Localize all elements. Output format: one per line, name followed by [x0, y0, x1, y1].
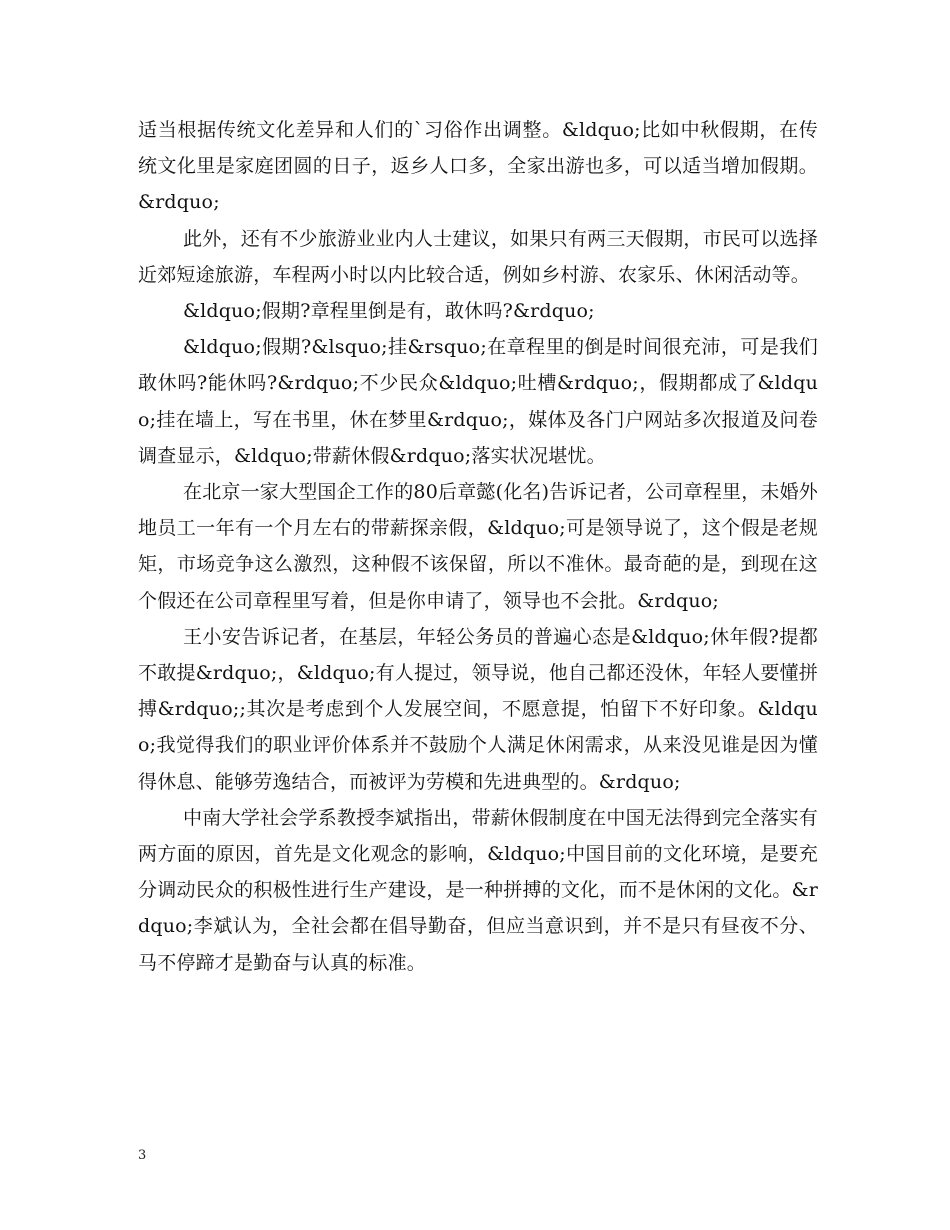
paragraph-7: 中南大学社会学系教授李斌指出，带薪休假制度在中国无法得到完全落实有两方面的原因，首先是文化观念的影响，&ldquo;中国目前的文化环境，是要充分调动民众的积极性进行生产建设，是一种拼搏的文化，而不是休闲的文化。&rdquo;李斌认为，全社会都在倡导勤奋，但应当意识到，并不是只有昼夜不分、马不停蹄才是勤奋与认真的标准。	[138, 806, 818, 974]
paragraph-4: &ldquo;假期?&lsquo;挂&rsquo;在章程里的倒是时间很充沛，可是我们敢休吗?能休吗?&rdquo;不少民众&ldquo;吐槽&rdquo;，假期都成了&ldquo;挂在墙上，写在书里，休在梦里&rdquo;，媒体及各门户网站多次报道及问卷调查显示，&ldquo;带薪休假&rdquo;落实状况堪忧。	[138, 336, 818, 467]
paragraph-5: 在北京一家大型国企工作的80后章懿(化名)告诉记者，公司章程里，未婚外地员工一年有一个月左右的带薪探亲假，&ldquo;可是领导说了，这个假是老规矩，市场竞争这么激烈，这种假不该保留，所以不准休。最奇葩的是，到现在这个假还在公司章程里写着，但是你申请了，领导也不会批。&rdquo;	[138, 481, 819, 612]
paragraph-2: 此外，还有不少旅游业业内人士建议，如果只有两三天假期，市民可以选择近郊短途旅游，车程两小时以内比较合适，例如乡村游、农家乐、休闲活动等。	[138, 227, 818, 286]
paragraph-6: 王小安告诉记者，在基层，年轻公务员的普遍心态是&ldquo;休年假?提都不敢提&rdquo;，&ldquo;有人提过，领导说，他自己都还没休，年轻人要懂拼搏&rdquo;;其次是考虑到个人发展空间，不愿意提，怕留下不好印象。&ldquo;我觉得我们的职业评价体系并不鼓励个人满足休闲需求，从来没见谁是因为懂得休息、能够劳逸结合，而被评为劳模和先进典型的。&rdquo;	[138, 625, 818, 793]
paragraph-1: 适当根据传统文化差异和人们的`习俗作出调整。&ldquo;比如中秋假期，在传统文化里是家庭团圆的日子，返乡人口多，全家出游也多，可以适当增加假期。&rdquo;	[138, 119, 818, 214]
document-body	[138, 112, 818, 981]
page-number: 3	[138, 1148, 147, 1163]
paragraph-3: &ldquo;假期?章程里倒是有，敢休吗?&rdquo;	[183, 300, 595, 323]
